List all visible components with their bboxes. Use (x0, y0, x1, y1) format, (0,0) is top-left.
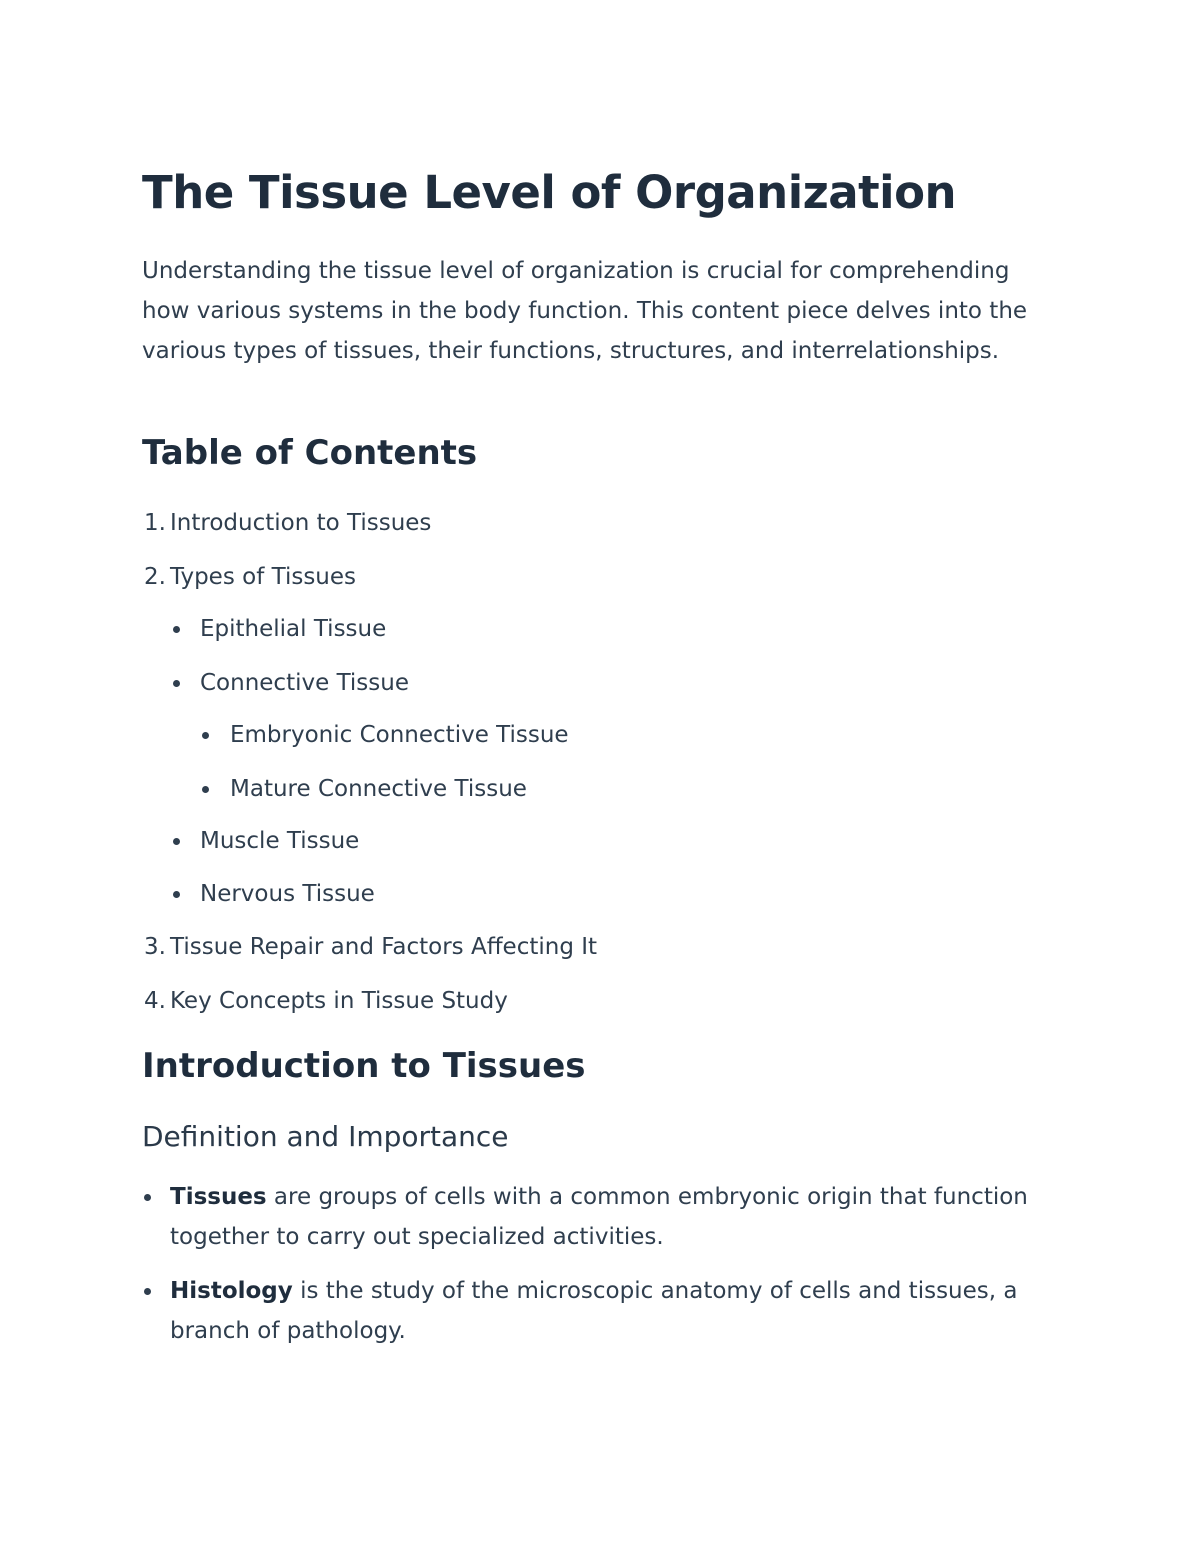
definition-text: is the study of the microscopic anatomy of cells and tissues, a branch of pathology. (170, 1278, 1018, 1344)
toc-item-label: Introduction to Tissues (170, 510, 432, 536)
toc-item[interactable] (142, 562, 356, 592)
toc-item-number: 4. (144, 988, 166, 1014)
toc-item[interactable] (142, 986, 508, 1016)
term-tissues: Tissues (170, 1184, 267, 1210)
toc-item-label: Types of Tissues (170, 564, 357, 590)
bullet-dot-icon (202, 732, 209, 739)
bullet-dot-icon (173, 680, 180, 687)
bullet-dot-icon (173, 838, 180, 845)
toc-item-label: Key Concepts in Tissue Study (170, 988, 508, 1014)
toc-item[interactable] (142, 508, 431, 538)
toc-heading: Table of Contents (142, 433, 478, 473)
toc-subitem[interactable]: Epithelial Tissue (200, 616, 387, 642)
bullet-dot-icon (144, 1288, 151, 1295)
toc-item-number: 2. (144, 564, 166, 590)
toc-subitem[interactable]: Muscle Tissue (200, 828, 360, 854)
toc-item-label: Tissue Repair and Factors Affecting It (170, 934, 598, 960)
toc-item-number: 1. (144, 510, 166, 536)
toc-item[interactable] (142, 932, 597, 962)
bullet-dot-icon (144, 1194, 151, 1201)
toc-subitem[interactable]: Nervous Tissue (200, 881, 375, 907)
page-title: The Tissue Level of Organization (142, 166, 957, 219)
toc-subsubitem[interactable]: Mature Connective Tissue (230, 776, 527, 802)
definition-bullet (170, 1271, 1050, 1351)
definition-text: are groups of cells with a common embryonic origin that function together to carry out specialized activities. (170, 1184, 1028, 1250)
toc-subsubitem[interactable]: Embryonic Connective Tissue (230, 722, 569, 748)
bullet-dot-icon (173, 626, 180, 633)
intro-paragraph: Understanding the tissue level of organization is crucial for comprehending how various systems in the body function. This content piece delves into the various types of tissues, their functions, structures, and interrelationships. (142, 258, 1028, 364)
bullet-dot-icon (202, 786, 209, 793)
toc-subitem[interactable]: Connective Tissue (200, 670, 409, 696)
section-heading: Introduction to Tissues (142, 1046, 586, 1086)
toc-item-number: 3. (144, 934, 166, 960)
definition-bullet (170, 1177, 1050, 1257)
section-subheading: Definition and Importance (142, 1120, 509, 1153)
term-histology: Histology (170, 1278, 293, 1304)
bullet-dot-icon (173, 891, 180, 898)
